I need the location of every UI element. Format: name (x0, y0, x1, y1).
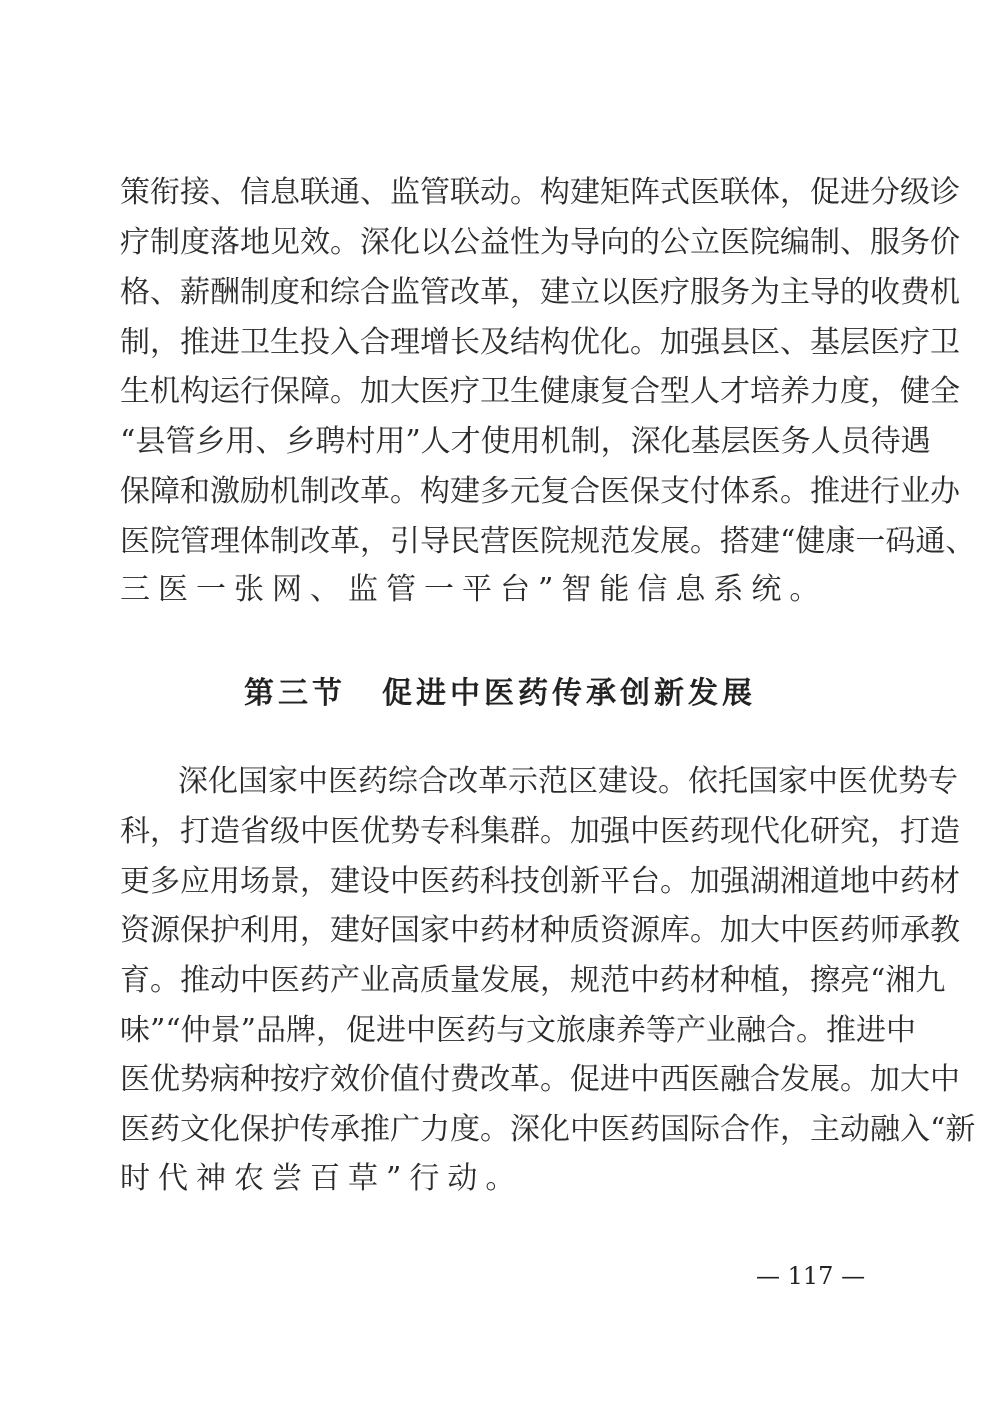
text-line: 味”“仲景”品牌，促进中医药与文旅康养等产业融合。推进中 (120, 1013, 917, 1048)
text-line: 医药文化保护传承推广力度。深化中医药国际合作，主动融入“新 (120, 1112, 976, 1147)
text-line: 时代神农尝百草”行动。 (120, 1161, 524, 1196)
section-number: 第三节 (244, 676, 346, 711)
text-line: 制，推进卫生投入合理增长及结构优化。加强县区、基层医疗卫 (120, 325, 960, 360)
text-line: 生机构运行保障。加大医疗卫生健康复合型人才培养力度，健全 (120, 374, 960, 409)
text-line: 更多应用场景，建设中医药科技创新平台。加强湖湘道地中药材 (120, 864, 960, 899)
text-line: 育。推动中医药产业高质量发展，规范中药材种植，擦亮“湘九 (120, 963, 946, 998)
text-line: 科，打造省级中医优势专科集群。加强中医药现代化研究，打造 (120, 814, 960, 849)
text-line: 保障和激励机制改革。构建多元复合医保支付体系。推进行业办 (120, 474, 960, 509)
text-line: 格、薪酬制度和综合监管改革，建立以医疗服务为主导的收费机 (120, 275, 960, 310)
text-line: 深化国家中医药综合改革示范区建设。依托国家中医优势专 (178, 764, 958, 799)
page-number: — 117 — (756, 1262, 866, 1290)
section-heading (0, 668, 1000, 712)
text-line: “县管乡用、乡聘村用”人才使用机制，深化基层医务人员待遇 (120, 424, 931, 459)
text-line: 资源保护利用，建好国家中药材种质资源库。加大中医药师承教 (120, 913, 960, 948)
text-line: 三医一张网、监管一平台”智能信息系统。 (120, 572, 828, 607)
text-line: 策衔接、信息联通、监管联动。构建矩阵式医联体，促进分级诊 (120, 175, 960, 210)
text-line: 医优势病种按疗效价值付费改革。促进中西医融合发展。加大中 (120, 1062, 960, 1097)
text-line: 医院管理体制改革，引导民营医院规范发展。搭建“健康一码通、 (120, 524, 976, 559)
text-line: 疗制度落地见效。深化以公益性为导向的公立医院编制、服务价 (120, 225, 960, 260)
section-title: 促进中医药传承创新发展 (382, 676, 756, 711)
